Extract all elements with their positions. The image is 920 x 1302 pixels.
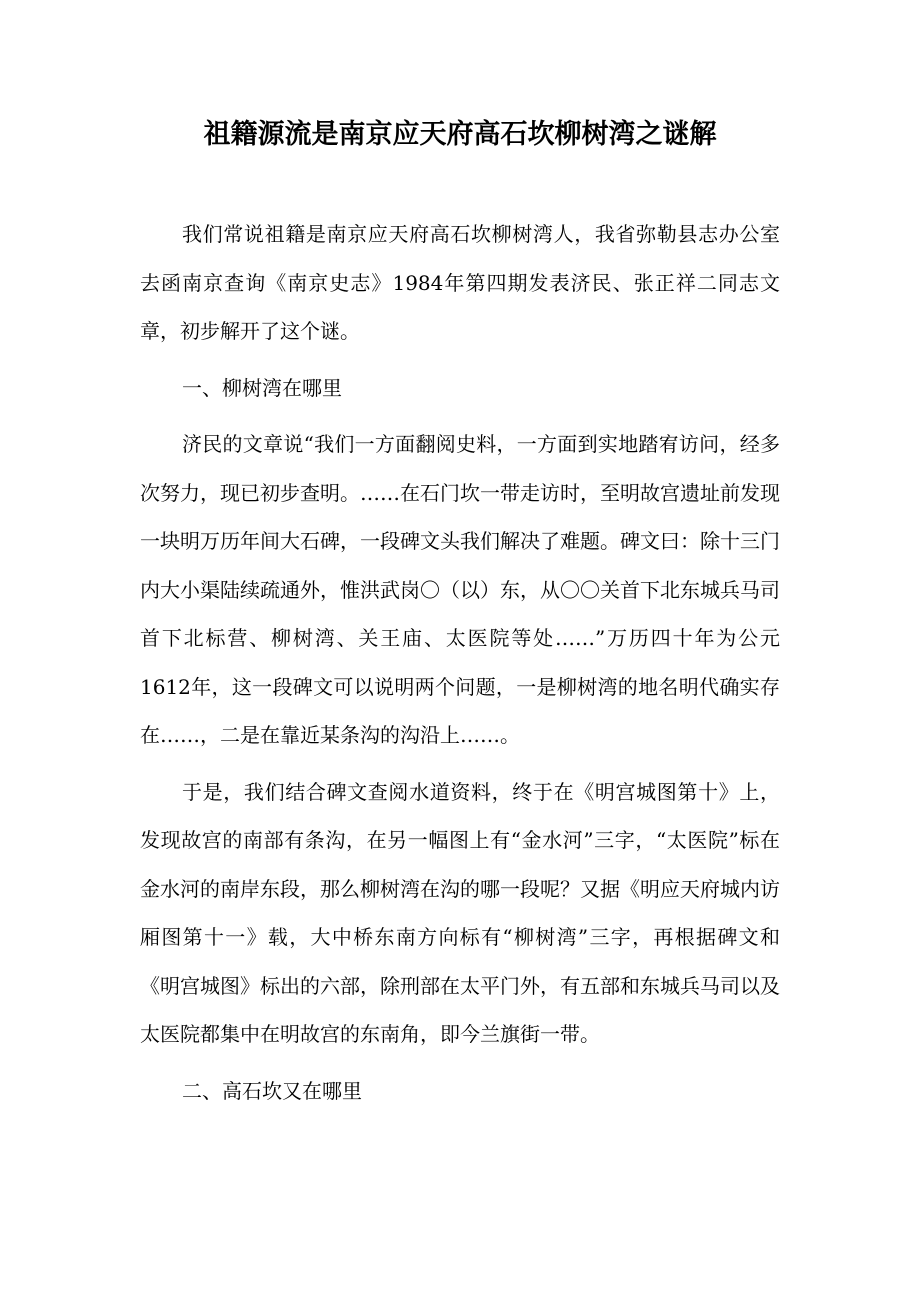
inscription-paragraph: 济民的文章说“我们一方面翻阅史料，一方面到实地踏宥访问，经多次努力，现已初步查明。……在石门坎一带走访时，至明故宫遗址前发现一块明万历年间大石碑，一段碑文头我们解决了难题。碑文曰：除十三门内大小渠陆续疏通外，惟洪武岗〇（以）东，从〇〇关首下北东城兵马司首下北标营、柳树湾、关王庙、太医院等处……”万历四十年为公元1612年，这一段碑文可以说明两个问题，一是柳树湾的地名明代确实存在……，二是在靠近某条沟的沟沿上……。 <box>140 432 780 747</box>
document-body <box>140 210 780 1123</box>
section-heading-1: 一、柳树湾在哪里 <box>182 375 342 400</box>
section-heading-2: 二、高石坎又在哪里 <box>182 1078 362 1103</box>
map-research-paragraph: 于是，我们结合碑文查阅水道资料，终于在《明宫城图第十》上，发现故宫的南部有条沟，在另一幅图上有“金水河”三字，“太医院”标在金水河的南岸东段，那么柳树湾在沟的哪一段呢？又据《明应天府城内访厢图第十一》载，大中桥东南方向标有“柳树湾”三字，再根据碑文和《明宫城图》标出的六部，除刑部在太平门外，有五部和东城兵马司以及太医院都集中在明故宫的东南角，即今兰旗街一带。 <box>140 779 780 1046</box>
intro-paragraph: 我们常说祖籍是南京应天府高石坎柳树湾人，我省弥勒县志办公室去函南京查询《南京史志》1984年第四期发表济民、张正祥二同志文章，初步解开了这个谜。 <box>140 222 780 343</box>
document-title: 祖籍源流是南京应天府高石坎柳树湾之谜解 <box>203 119 717 150</box>
